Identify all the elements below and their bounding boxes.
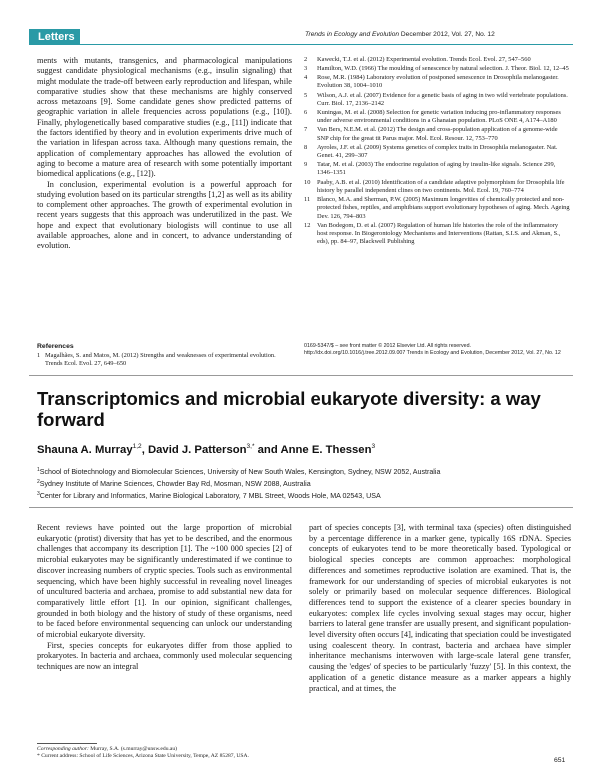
reference-item (304, 56, 570, 64)
reference-item (304, 65, 570, 73)
affiliation (37, 465, 577, 477)
reference-number: 8 (304, 143, 308, 151)
author-name: Shauna A. Murray (37, 444, 133, 456)
reference-number: 2 (304, 56, 308, 63)
reference-text: Van Bers, N.E.M. et al. (2012) The design and cross-population application of a genome-wide SNP chip for the great tit Parus major. Mol. Ecol. Resour. 12, 753–770 (317, 126, 558, 142)
reference-number: 10 (304, 178, 311, 186)
affiliation (37, 489, 577, 501)
article-body-right-column (309, 523, 571, 694)
section-divider (29, 375, 573, 376)
author-separator: and (254, 444, 281, 456)
paragraph: ments with mutants, transgenics, and pharmacological manipulations suggest candidate physiological mechanisms (e.g., insulin signaling) that might modulate the trade-off between early reproduction and lifespan, while comparative studies show that these mechanisms are highly conserved across metazoans [9]. Some candidate genes show predicted patterns of geographic variation in allele frequencies across populations (e.g., [10]). Finally, phylogenetically based comparative studies (e.g., [11]) indicate that the factors identified by theory and in evolution experiments drive much of the variation in lifespan across taxa. Although many questions remain, the application of complementary approaches has allowed the evolution of aging to become a mature area of research with some potentially important biomedical applications (e.g., [12]). (37, 56, 292, 179)
author-affiliation-mark: 1,2 (132, 443, 142, 450)
affiliation-mark: 1 (37, 467, 40, 473)
author-name: Anne E. Thessen (280, 444, 372, 456)
reference-text: Magalhães, S. and Matos, M. (2012) Strengths and weaknesses of experimental evolution. Trends Ecol. Evol. 27, 649–650 (45, 352, 276, 368)
footnote-rule (37, 743, 97, 744)
reference-item (304, 74, 570, 91)
reference-number: 5 (304, 91, 308, 99)
running-head (305, 31, 573, 38)
header-rule (80, 44, 573, 45)
reference-number: 12 (304, 221, 311, 229)
reference-text: Blanco, M.A. and Sherman, P.W. (2005) Maximum longevities of chemically protected and non-protected fishes, reptiles, and amphibians support evolutionary hypotheses of aging. Mech. Ageing Dev. 126, 794–803 (317, 195, 570, 220)
author-separator: , (141, 444, 148, 456)
reference-text: Kuningas, M. et al. (2008) Selection for genetic variation inducing pro-inflammatory responses under adverse environmental conditions in a Ghanaian population. PLoS ONE 4, A174–A180 (317, 108, 561, 125)
section-label: Letters (29, 29, 80, 45)
journal-name: Trends in Ecology and Evolution (305, 31, 400, 38)
reference-number: 7 (304, 126, 308, 134)
reference-list (304, 56, 570, 247)
reference-item (304, 109, 570, 126)
reference-text: Rose, M.R. (1984) Laboratory evolution of postponed senescence in Drosophila melanogaster. Evolution 38, 1004–1010 (317, 74, 559, 90)
reference-item (304, 179, 570, 196)
reference-item (304, 126, 570, 143)
page-number: 651 (554, 757, 566, 764)
reference-item (304, 222, 570, 247)
section-divider (29, 507, 573, 508)
affiliation-mark: 2 (37, 479, 40, 485)
issue-info: December 2012, Vol. 27, No. 12 (400, 31, 495, 38)
reference-item (304, 92, 570, 109)
reference-text: Paaby, A.B. et al. (2010) Identification of a candidate adaptive polymorphism for Drosophila life history by parallel independent clines on two continents. Mol. Ecol. 19, 760–774 (317, 178, 565, 194)
reference-item (37, 352, 292, 369)
reference-item (304, 196, 570, 221)
paragraph: part of species concepts [3], with terminal taxa (species) often distinguished by a percentage difference in a marker gene, typically 16S rDNA. Species concepts of eukaryotes tend to be more theoretically based. Typological or biological species concepts are common approaches: morphological differences and sometimes reproductive isolation are examined. That is, the framework for our understanding of species of microbial eukaryotes is not solely or primarily based on molecular sequence differences. Biological differences tend to support the existence of a clearer species boundary in eukaryotes: complex life cycles involving sexual stages may occur, higher barriers to lateral gene transfer are usually present, and significant population-level diversity often occurs [4], indicating that speciation could be investigated using coalescent theory. In contrast, bacteria and archaea have simpler inheritance mechanisms interwoven with large-scale lateral gene transfer, causing the 'edges' of species to be particularly 'fuzzy' [5]. In this context, the application of a genetic distance measure as a marker appears a highly practical, and at times, the (309, 523, 571, 693)
reference-number: 9 (304, 161, 308, 169)
reference-text: Ayroles, J.F. et al. (2009) Systems genetics of complex traits in Drosophila melanogaster. Nat. Genet. 41, 299–307 (317, 143, 558, 160)
reference-text: Kawecki, T.J. et al. (2012) Experimental evolution. Trends Ecol. Evol. 27, 547–560 (317, 56, 531, 63)
author-affiliation-mark: 3 (371, 443, 376, 450)
reference-text: Hamilton, W.D. (1966) The moulding of senescence by natural selection. J. Theor. Biol. 12, 12–45 (317, 65, 569, 73)
current-address-note: * Current address: School of Life Sciences, Arizona State University, Tempe, AZ 85287, USA. (37, 753, 249, 760)
reference-text: Tatar, M. et al. (2003) The endocrine regulation of aging by insulin-like signals. Science 299, 1346–1351 (317, 161, 556, 177)
reference-number: 1 (37, 352, 41, 359)
previous-article-text (37, 56, 292, 252)
affiliation-list (37, 465, 577, 501)
paragraph: In conclusion, experimental evolution is a powerful approach for studying evolution based on its particular strengths [1,2] as well as its ability to complement other approaches. The growth of experimental evolution in recent years suggests that this approach was underutilized in the past. We hope and expect that evolutionary biologists will continue to use all available approaches, alone and in concert, to advance understanding of evolution. (37, 179, 292, 251)
references-heading: References (37, 343, 74, 350)
affiliation-text: Center for Library and Informatics, Marine Biological Laboratory, 7 MBL Street, Woods Hole, MA 02543, USA (39, 492, 381, 500)
footnote-text: Murray, S.A. (s.murray@unsw.edu.au) (90, 746, 178, 752)
reference-item (304, 144, 570, 161)
reference-item (304, 161, 570, 178)
affiliation-text: Sydney Institute of Marine Sciences, Chowder Bay Rd, Mosman, NSW 2088, Australia (39, 480, 311, 488)
author-name: David J. Patterson (147, 444, 247, 456)
reference-text: Van Bodegom, D. et al. (2007) Regulation of human life histories the role of the inflammatory host response. In Biogerontology Mechanisms and Interventions (Rattan, S.I.S. and Akman, S., eds), pp. 84–97, Blackwell Publishing (317, 221, 561, 246)
article-body-left-column (37, 523, 292, 673)
reference-number: 3 (304, 65, 308, 73)
article-title: Transcriptomics and microbial eukaryote diversity: a way forward (37, 388, 541, 430)
reference-number: 6 (304, 108, 308, 116)
reference-number: 11 (304, 195, 311, 203)
footnote-label: Corresponding author: (37, 746, 89, 752)
affiliation-mark: 3 (37, 491, 40, 497)
reference-number: 4 (304, 74, 308, 82)
footnotes (37, 746, 292, 760)
author-list (37, 443, 567, 456)
author-affiliation-mark: 3,* (246, 443, 255, 450)
paragraph: Recent reviews have pointed out the large proportion of microbial eukaryotic (protist) diversity that has yet to be described, and the enormous challenges that accompany its description [1]. The ~100 000 species [2] of microbial eukaryotes may be significantly underestimated if we continue to discover increasing numbers of cryptic species. Tools such as environmental sequencing, which have been highly successful in revealing novel lineages of uncultured bacteria and archaea, promise to add substantial new data for comparatively little effort [1]. In our opinion, significant challenges, grounded in both biology and the history of study of these organisms, need to be faced before environmental sequencing can unlock our understanding of microbial eukaryote diversity. (37, 523, 292, 640)
reference-text: Wilson, A.J. et al. (2007) Evidence for a genetic basis of aging in two wild vertebrate populations. Curr. Biol. 17, 2136–2142 (317, 91, 568, 107)
affiliation (37, 477, 577, 489)
paragraph: First, species concepts for eukaryotes differ from those applied to prokaryotes. In bacteria and archaea, commonly used molecular sequencing techniques are now an integral (37, 640, 292, 672)
affiliation-text: School of Biotechnology and Biomolecular Sciences, University of New South Wales, Kensington, Sydney, NSW 2052, Australia (39, 468, 441, 476)
copyright-line: 0169-5347/$ – see front matter © 2012 Elsevier Ltd. All rights reserved. http://dx.doi.org/10.1016/j.tree.2012.09.007 Trends in Ecology and Evolution, December 2012, Vol. 27, No. 12 (304, 343, 561, 357)
